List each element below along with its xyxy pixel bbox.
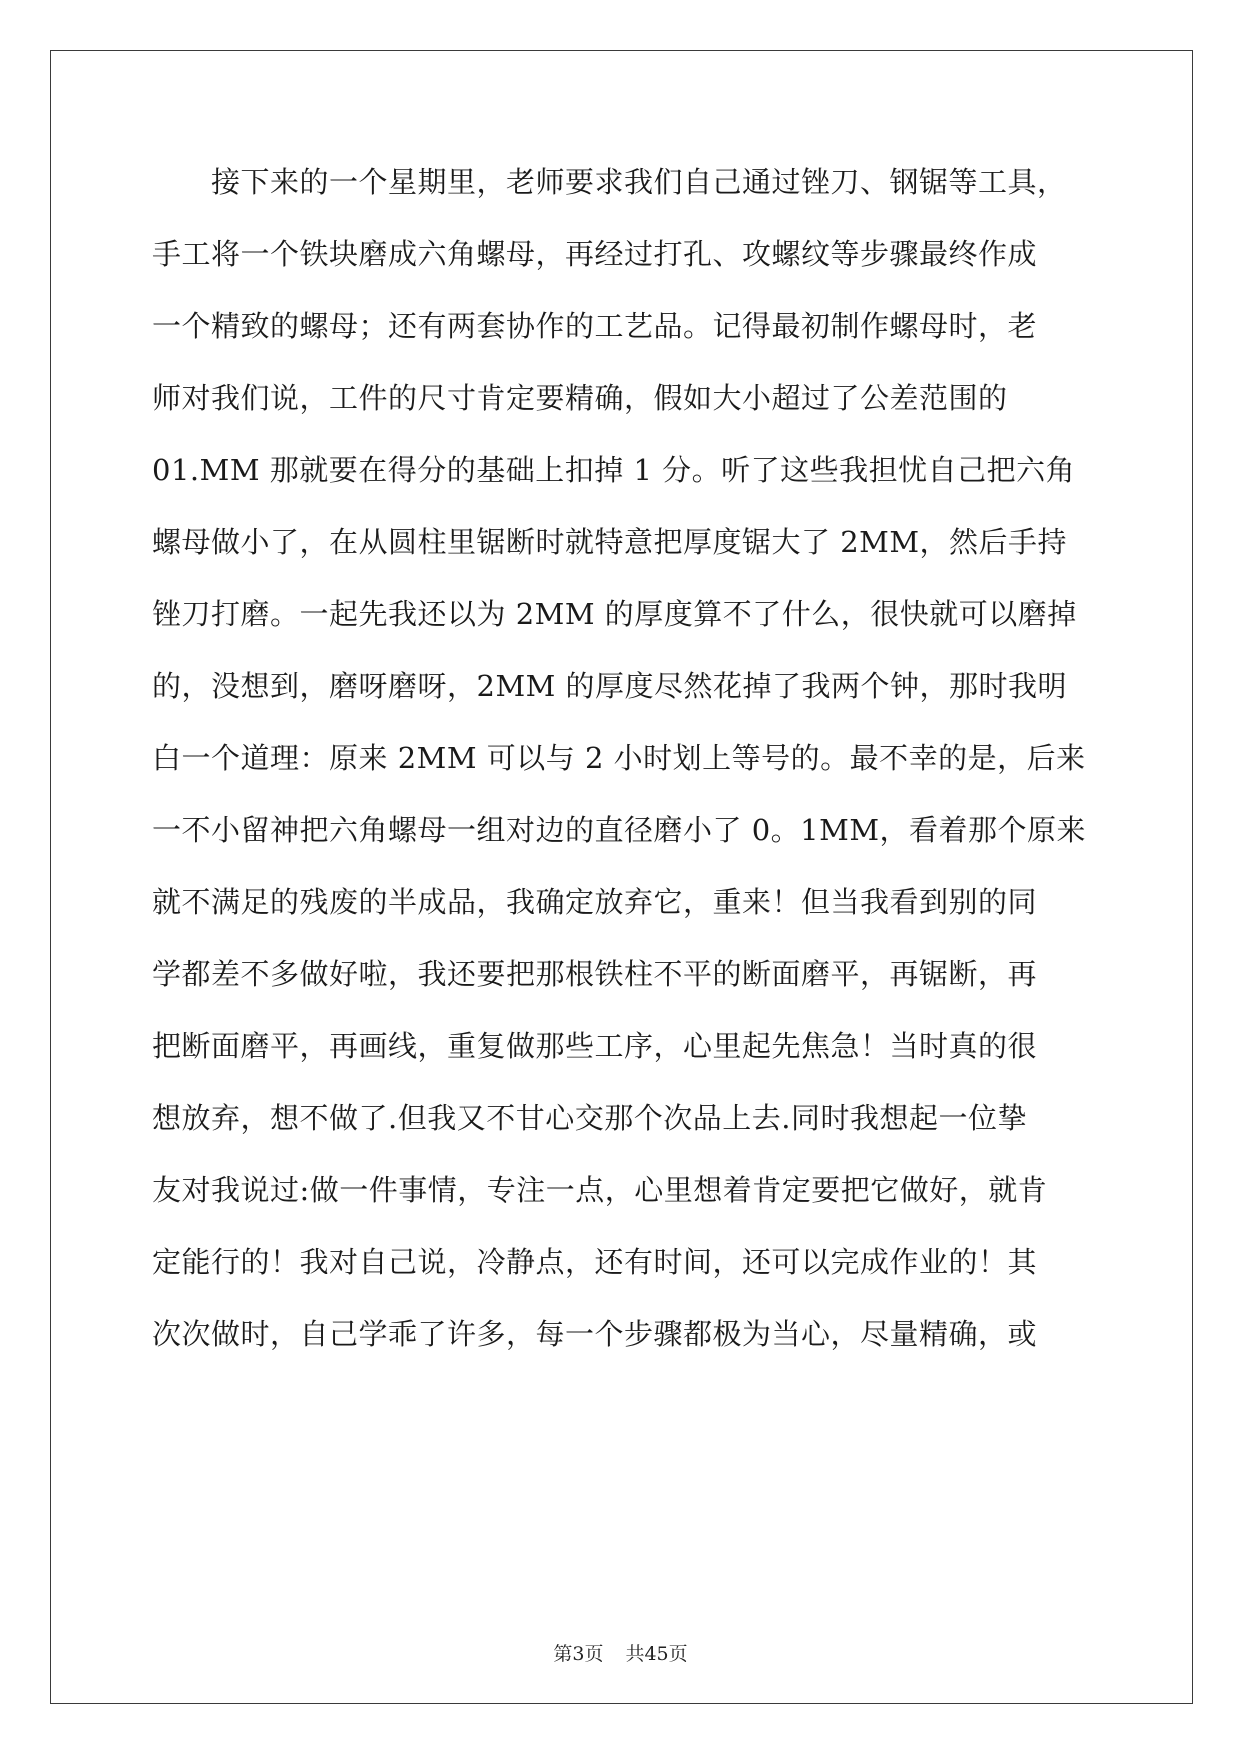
page-footer xyxy=(0,1642,1241,1666)
text-line: 锉刀打磨。一起先我还以为 2MM 的厚度算不了什么，很快就可以磨掉 xyxy=(152,597,1077,631)
text-line: 学都差不多做好啦，我还要把那根铁柱不平的断面磨平，再锯断，再 xyxy=(152,957,1038,991)
text-line: 定能行的！我对自己说，冷静点，还有时间，还可以完成作业的！其 xyxy=(152,1245,1038,1279)
text-line: 师对我们说，工件的尺寸肯定要精确，假如大小超过了公差范围的 xyxy=(152,381,1008,415)
text-line: 的，没想到，磨呀磨呀，2MM 的厚度尽然花掉了我两个钟，那时我明 xyxy=(152,669,1068,703)
text-line: 友对我说过:做一件事情，专注一点，心里想着肯定要把它做好，就肯 xyxy=(152,1173,1048,1207)
text-line: 想放弃，想不做了.但我又不甘心交那个次品上去.同时我想起一位挚 xyxy=(152,1101,1027,1135)
text-line: 白一个道理：原来 2MM 可以与 2 小时划上等号的。最不幸的是，后来 xyxy=(152,741,1086,775)
text-line: 接下来的一个星期里，老师要求我们自己通过锉刀、钢锯等工具， xyxy=(152,165,1067,199)
text-line: 手工将一个铁块磨成六角螺母，再经过打孔、攻螺纹等步骤最终作成 xyxy=(152,237,1038,271)
text-line: 01.MM 那就要在得分的基础上扣掉 1 分。听了这些我担忧自己把六角 xyxy=(152,453,1076,487)
text-line: 次次做时，自己学乖了许多，每一个步骤都极为当心，尽量精确，或 xyxy=(152,1317,1038,1351)
text-line: 一不小留神把六角螺母一组对边的直径磨小了 0。1MM，看着那个原来 xyxy=(152,813,1087,847)
text-line: 把断面磨平，再画线，重复做那些工序，心里起先焦急！当时真的很 xyxy=(152,1029,1038,1063)
page-total: 共45页 xyxy=(625,1643,688,1665)
text-line: 一个精致的螺母；还有两套协作的工艺品。记得最初制作螺母时，老 xyxy=(152,309,1038,343)
page-border xyxy=(50,50,1193,1704)
page-number: 第3页 xyxy=(553,1643,604,1665)
text-line: 螺母做小了，在从圆柱里锯断时就特意把厚度锯大了 2MM，然后手持 xyxy=(152,525,1068,559)
text-line: 就不满足的残废的半成品，我确定放弃它，重来！但当我看到别的同 xyxy=(152,885,1038,919)
